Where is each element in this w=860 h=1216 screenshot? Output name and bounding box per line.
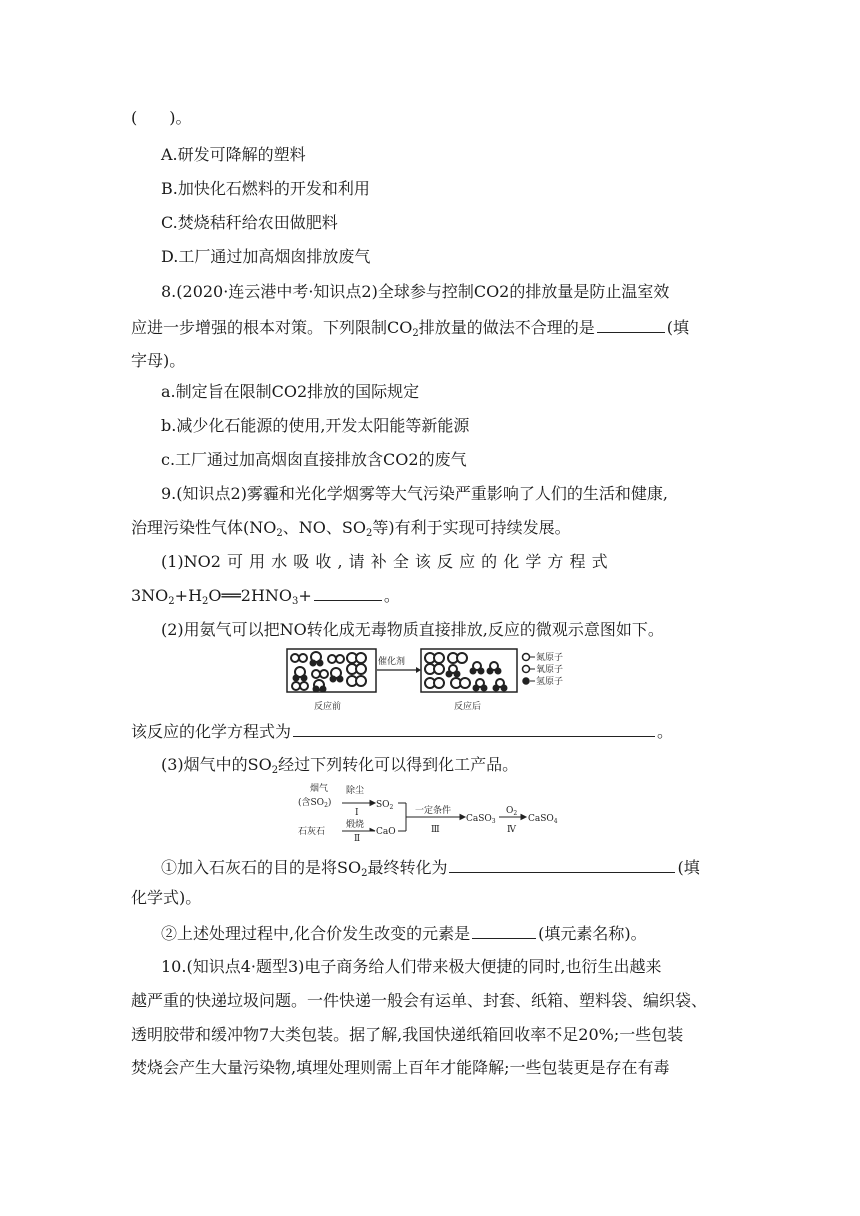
q9-part3-sub2-answer-blank[interactable] (472, 922, 536, 939)
q8-stem-line1: 8.(2020·连云港中考·知识点2)全球参与控制CO2的排放量是防止温室效 (161, 282, 670, 301)
q10-line3: 透明胶带和缓冲物7大类包装。据了解,我国快递纸箱回收率不足20%;一些包装 (131, 1025, 684, 1044)
q9-part3-sub1-answer-blank[interactable] (449, 856, 675, 873)
q7-option-b: B.加快化石燃料的开发和利用 (161, 179, 370, 198)
q9-part2-stem: (2)用氨气可以把NO转化成无毒物质直接排放,反应的微观示意图如下。 (161, 620, 664, 639)
condition-label: 一定条件 (415, 806, 452, 816)
q8-stem-line3: 字母)。 (131, 351, 186, 370)
dust-removal-label: 除尘 (346, 786, 365, 796)
svg-text:(含SO2): (含$SO_2$) (298, 798, 332, 809)
q9-part3-stem: (3)烟气中的$SO_2$经过下列转化可以得到化工产品。 (161, 755, 519, 776)
step-2-label: Ⅱ (354, 834, 361, 841)
q9-part1-equation: $3NO_2+H_2O══2HNO_3+$ 。 (131, 586, 400, 607)
so2-label: $SO_2$ (376, 800, 394, 811)
q9-part2-answer-blank[interactable] (293, 720, 655, 737)
q8-option-a: a.制定旨在限制CO2排放的国际规定 (161, 382, 420, 401)
legend-hydrogen: 氢原子 (536, 677, 564, 687)
q9-part3-sub1-line2: 化学式)。 (131, 888, 202, 907)
o2-label: $O_2$ (506, 806, 518, 817)
reaction-micro-diagram (286, 648, 578, 714)
q7-option-a: A.研发可降解的塑料 (161, 145, 306, 164)
q7-answer-bracket: ( )。 (131, 108, 192, 127)
cao-label: CaO (376, 827, 396, 837)
q7-option-c: C.焚烧秸秆给农田做肥料 (161, 213, 338, 232)
calcine-label: 煅烧 (346, 820, 365, 830)
step-1-label: Ⅰ (355, 808, 359, 818)
q8-answer-blank[interactable] (597, 316, 665, 333)
q9-stem-line1: 9.(知识点2)雾霾和光化学烟雾等大气污染严重影响了人们的生活和健康, (161, 484, 669, 503)
catalyst-label: 催化剂 (378, 657, 406, 667)
step-4-label: Ⅳ (507, 825, 516, 835)
legend-nitrogen: 氮原子 (536, 653, 564, 663)
q9-part1-stem: (1)NO2 可 用 水 吸 收 , 请 补 全 该 反 应 的 化 学 方 程 式 (161, 552, 608, 571)
q9-part3-sub2: ②上述处理过程中,化合价发生改变的元素是 (填元素名称)。 (161, 924, 647, 943)
q10-line4: 焚烧会产生大量污染物,填埋处理则需上百年才能降解;一些包装更是存在有毒 (131, 1058, 670, 1077)
step-3-label: Ⅲ (431, 825, 440, 835)
q9-part1-answer-blank[interactable] (314, 584, 382, 601)
q9-stem-line2: 治理污染性气体($NO_2$、NO、$SO_2$等)有利于实现可持续发展。 (131, 518, 571, 539)
q8-option-b: b.减少化石能源的使用,开发太阳能等新能源 (161, 416, 470, 435)
limestone-label: 石灰石 (298, 827, 326, 837)
q10-line1: 10.(知识点4·题型3)电子商务给人们带来极大便捷的同时,也衍生出越来 (161, 957, 662, 976)
caso4-label: CaSO$_4$ (528, 814, 558, 825)
q8-stem-line2: 应进一步增强的根本对策。下列限制$CO_2$排放量的做法不合理的是 (填 (131, 318, 690, 339)
caso3-label: CaSO$_3$ (466, 814, 496, 825)
q9-part3-sub1: ①加入石灰石的目的是将$SO_2$最终转化为 (填 (161, 858, 700, 879)
legend-oxygen: 氧原子 (536, 665, 564, 675)
before-caption: 反应前 (314, 702, 342, 712)
after-caption: 反应后 (454, 702, 482, 712)
q8-option-c: c.工厂通过加高烟囱直接排放含CO2的废气 (161, 450, 467, 469)
process-flow-diagram (296, 779, 566, 841)
q9-part2-answer-line: 该反应的化学方程式为 。 (131, 722, 674, 741)
q10-line2: 越严重的快递垃圾问题。一件快递一般会有运单、封套、纸箱、塑料袋、编织袋、 (131, 991, 708, 1010)
q7-option-d: D.工厂通过加高烟囱排放废气 (161, 247, 371, 266)
flue-gas-label: 烟气 (310, 784, 329, 794)
